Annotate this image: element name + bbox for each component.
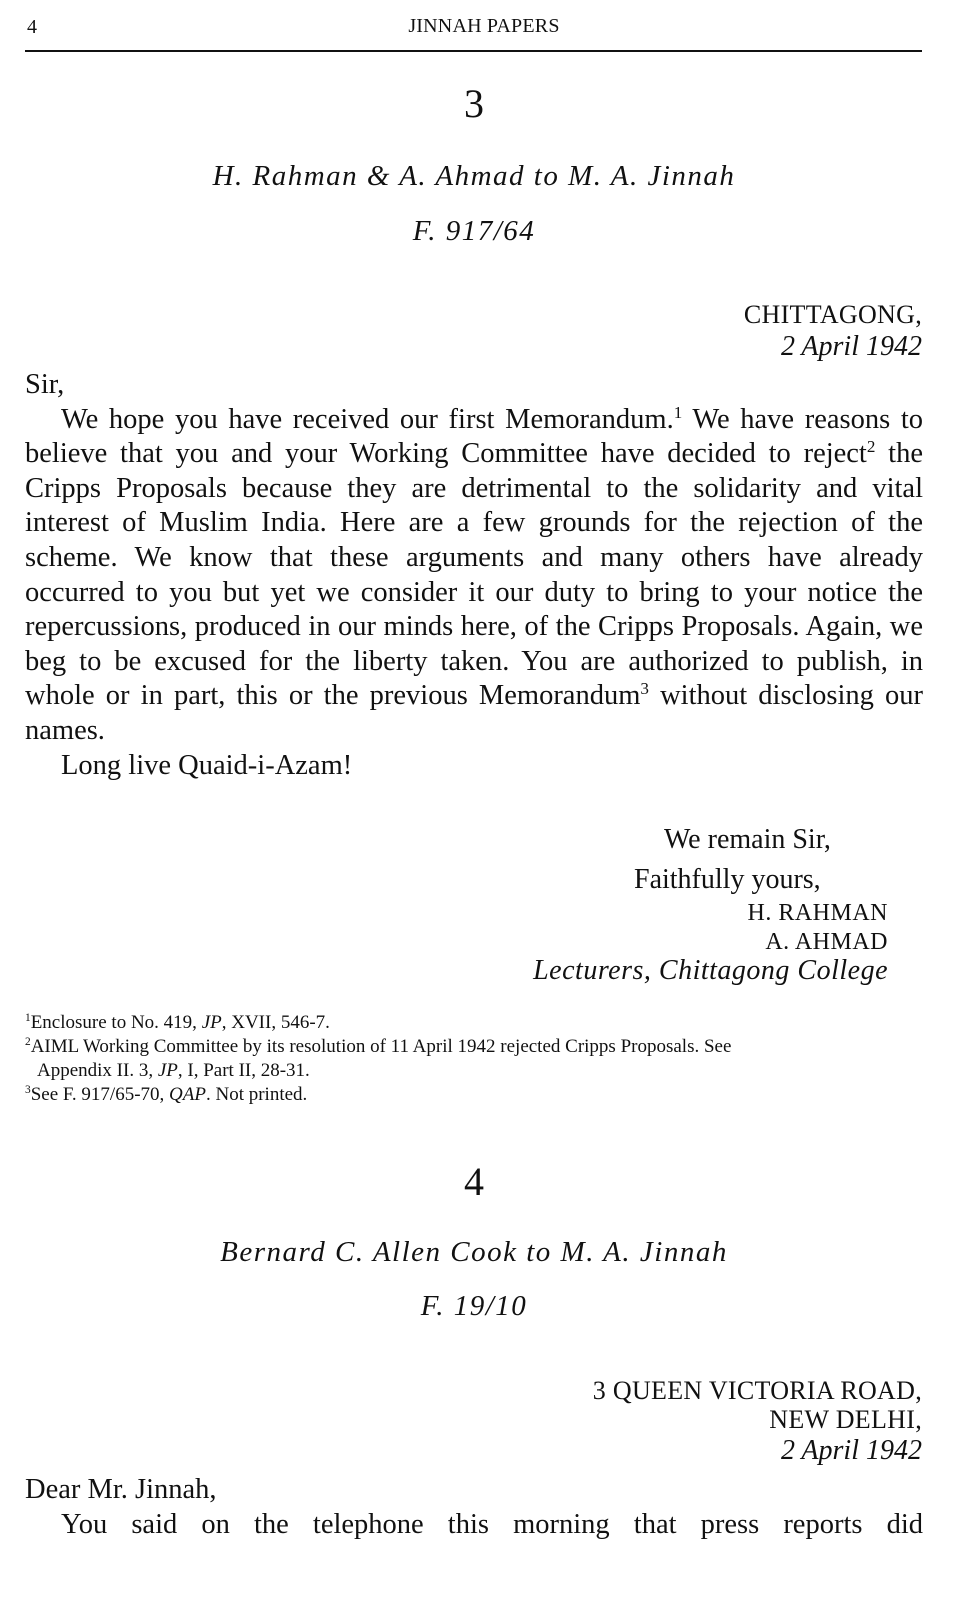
paragraph-text: We hope you have received our first Memorandum. <box>61 403 674 435</box>
footnote-text: AIML Working Committee by its resolution of 11 April 1942 rejected Cripps Proposals. See <box>30 1036 732 1057</box>
page-number: 4 <box>27 16 37 38</box>
letter-4-address-2: NEW DELHI, <box>769 1405 922 1434</box>
letter-4-address-1: 3 QUEEN VICTORIA ROAD, <box>592 1376 922 1405</box>
footnote-text: . Not printed. <box>205 1084 308 1105</box>
paragraph-text: the Cripps Proposals because they are detrimental to the solidarity and vital interest of Muslim India. Here are a few grounds for the rejection of the scheme. We know that these arguments and many others have already occurred to you but yet we consider it our duty to bring to your notice the repercussions, produced in our minds here, of the Cripps Proposals. Again, we beg to be excused for the liberty taken. You are authorized to publish, in whole or in part, this or the previous Memorandum <box>25 438 923 712</box>
letter-3-paragraph-2: Long live Quaid-i-Azam! <box>61 749 353 781</box>
footnote-ref-1: 1 <box>673 402 683 422</box>
letter-3-salutation: Sir, <box>25 369 65 400</box>
footnote-mark: 3 <box>25 1084 31 1097</box>
document-number-4: 4 <box>464 1159 484 1204</box>
footnote-2-cont <box>25 1059 923 1083</box>
letter-3-closing-1: We remain Sir, <box>664 824 831 855</box>
footnote-text: , XVII, 546-7. <box>221 1012 330 1033</box>
letter-4-title: Bernard C. Allen Cook to M. A. Jinnah <box>220 1236 728 1268</box>
footnote-ref-3: 3 <box>640 679 649 699</box>
footnote-text: Enclosure to No. 419, <box>30 1012 202 1033</box>
footnote-text: JP <box>157 1060 178 1081</box>
letter-3-body <box>25 368 923 783</box>
letter-4-body <box>25 1473 923 1542</box>
footnote-text: , I, Part II, 28-31. <box>177 1060 310 1081</box>
letter-3-signer-2: A. AHMAD <box>765 929 888 955</box>
footnote-1 <box>25 1011 923 1035</box>
running-title: JINNAH PAPERS <box>408 15 560 37</box>
footnote-mark: 2 <box>25 1036 31 1049</box>
footnote-text: Appendix II. 3, <box>37 1060 158 1081</box>
letter-3-closing-2: Faithfully yours, <box>634 864 821 895</box>
letter-3-signer-title: Lecturers, Chittagong College <box>533 955 888 986</box>
footnote-ref-2: 2 <box>866 436 876 456</box>
document-number-3: 3 <box>464 81 484 126</box>
paragraph-text: without disclosing our names. <box>25 680 923 746</box>
letter-4-file-ref: F. 19/10 <box>420 1290 528 1322</box>
letter-3-date: 2 April 1942 <box>780 331 922 362</box>
letter-4-paragraph-1: You said on the telephone this morning that press reports did <box>61 1508 923 1540</box>
paragraph-text: We have reasons to believe that you and your Working Committee have decided to reject <box>25 403 923 470</box>
footnote-text: JP <box>201 1012 222 1033</box>
header-rule <box>25 50 922 52</box>
letter-3-file-ref: F. 917/64 <box>412 215 536 247</box>
letter-3-place: CHITTAGONG, <box>743 300 922 329</box>
letter-3-title: H. Rahman & A. Ahmad to M. A. Jinnah <box>212 160 736 192</box>
letter-4-salutation: Dear Mr. Jinnah, <box>25 1474 217 1505</box>
letter-3-paragraph-1 <box>25 403 923 749</box>
footnote-3 <box>25 1083 923 1107</box>
footnote-text: QAP <box>169 1084 206 1105</box>
footnotes <box>25 1011 923 1107</box>
letter-3-signer-1: H. RAHMAN <box>747 900 888 926</box>
footnote-text: See F. 917/65-70, <box>30 1084 170 1105</box>
footnote-2 <box>25 1035 923 1059</box>
footnote-mark: 1 <box>25 1012 31 1025</box>
letter-4-date: 2 April 1942 <box>780 1435 922 1466</box>
